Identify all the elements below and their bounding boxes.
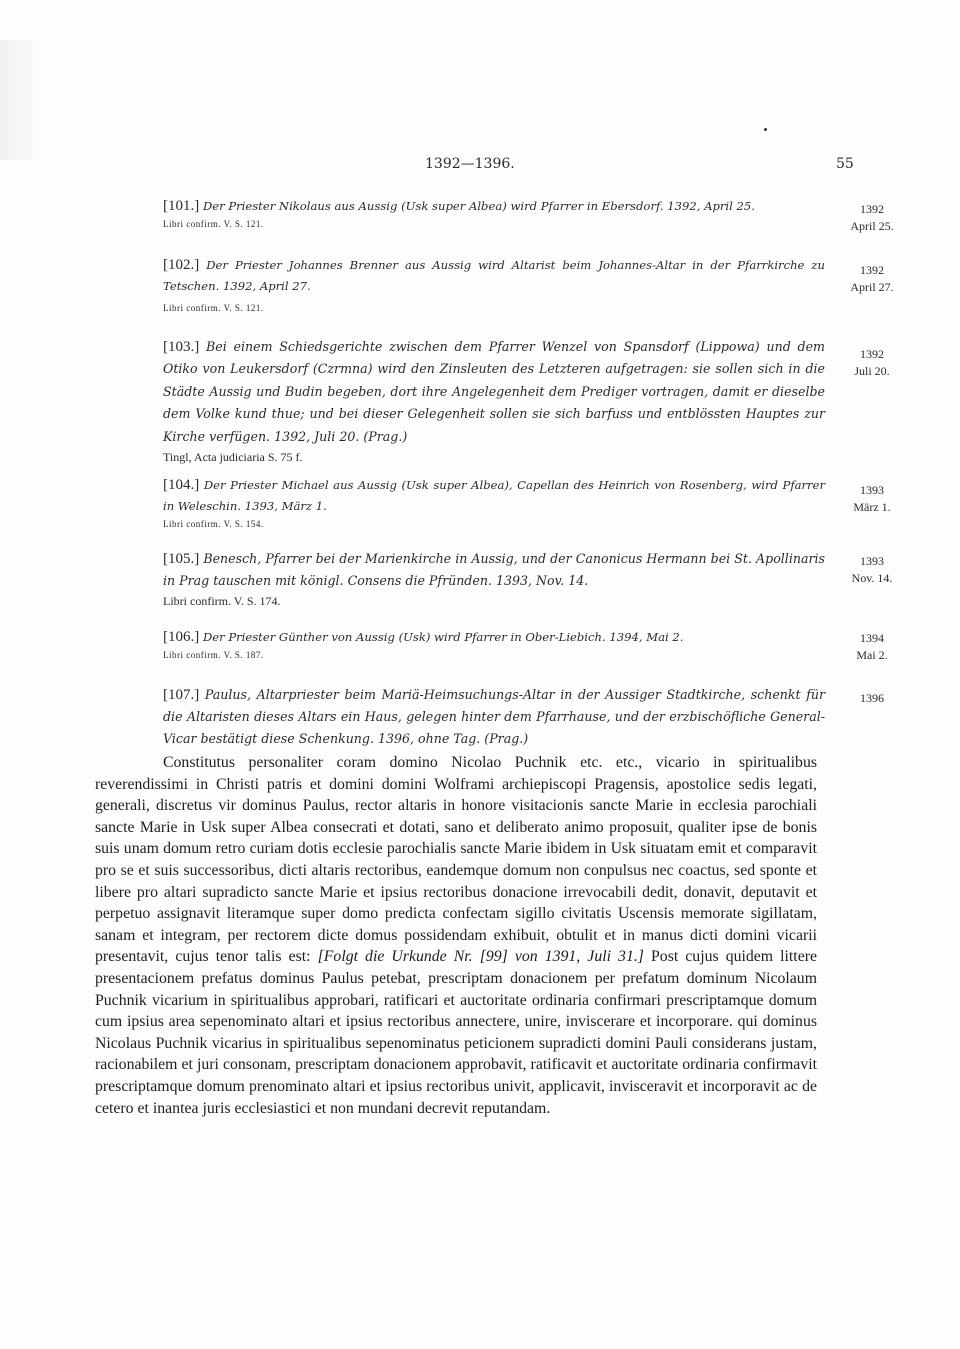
entry-source: Libri confirm. V. S. 174. bbox=[163, 594, 281, 608]
entry-summary: Bei einem Schiedsgerichte zwischen dem Pfarrer Wenzel von Spansdorf (Lippowa) und dem Otiko von Leukersdorf (Czrmna) wird den Zinsleuten des Letzteren aufgetragen: sie sollen sich in die Städte Aussig und Budin begeben, dort ihre Angelegenheit dem Prediger vortragen, damit er dieselbe dem Volke kund thue; und bei dieser Gelegenheit sollen sie sich barfuss und entblössten Hauptes zur Kirche verfügen. 1392, Juli 20. (Prag.) bbox=[163, 339, 825, 444]
entry-text bbox=[95, 548, 825, 592]
margin-date-101 bbox=[842, 201, 902, 235]
header-years: 1392—1396. bbox=[425, 156, 515, 172]
entry-number: [106.] bbox=[163, 629, 200, 645]
margin-year: 1392 bbox=[860, 202, 884, 216]
entry-number: [105.] bbox=[163, 551, 200, 567]
entry-text bbox=[95, 475, 825, 517]
margin-day: Juli 20. bbox=[854, 364, 890, 378]
entry-text bbox=[95, 336, 825, 448]
running-header bbox=[0, 156, 960, 180]
entry-number: [102.] bbox=[163, 257, 200, 273]
margin-day: April 27. bbox=[850, 280, 894, 294]
entry-number: [103.] bbox=[163, 339, 200, 355]
entry-103 bbox=[95, 336, 825, 465]
entry-summary: Der Priester Nikolaus aus Aussig (Usk super Albea) wird Pfarrer in Ebersdorf. 1392, April 25. bbox=[202, 199, 755, 213]
charter-part-1: Constitutus personaliter coram domino Nicolao Puchnik etc. etc., vicario in spiritualibus reverendissimi in Christi patris et domini domini Wolframi archiepiscopi Pragensis, apostolice sedis legati, generali, discretus vir dominus Paulus, rector altaris in honore visitacionis sancte Marie in ecclesia parochiali sancte Marie in Usk super Albea consecrati et dotati, sano et deliberato animo proposuit, qualiter ipse de bonis suis unam domum retro curiam dotis ecclesie parochialis sancte Marie ibidem in Usk situatam emit et comparavit pro se et suis successoribus, dicti altaris rectoribus, eandemque domum non conpulsus nec coactus, sed sponte et libere pro altari supradicto sancte Marie et ipsius rectoribus donacione irrevocabili dedit, donavit, deputavit et perpetuo assignavit literamque super domo predicta confectam sigillo civitatis Uscensis memorate sigillatam, sanam et integram, per rectorem dicte domus possidendam exhibuit, obtulit et in manus dicti domini vicarii presentavit, cujus tenor talis est: bbox=[95, 754, 817, 966]
margin-date-104 bbox=[842, 482, 902, 516]
margin-date-106 bbox=[842, 630, 902, 664]
margin-year: 1394 bbox=[860, 631, 884, 645]
entry-text bbox=[95, 255, 825, 297]
entry-summary: Benesch, Pfarrer bei der Marienkirche in Aussig, und der Canonicus Hermann bei St. Apollinaris in Prag tauschen mit königl. Consens die Pfründen. 1393, Nov. 14. bbox=[163, 551, 825, 588]
margin-day: Mai 2. bbox=[856, 648, 888, 662]
charter-paragraph bbox=[95, 752, 817, 1119]
margin-year: 1393 bbox=[860, 483, 884, 497]
entry-source: Libri confirm. V. S. 121. bbox=[163, 219, 264, 229]
charter-text bbox=[95, 752, 817, 1119]
entry-summary: Der Priester Günther von Aussig (Usk) wird Pfarrer in Ober-Liebich. 1394, Mai 2. bbox=[202, 630, 684, 644]
charter-part-2: Post cujus quidem littere presentacionem prefatus dominus Paulus petebat, prescriptam donacionem per prefatum dominum Nicolaum Puchnik vicarium in spiritualibus approbari, ratificari et auctoritate ordinaria confirmari prescriptamque domum cum ipsius area sepenominato altari et ipsius rectoribus annectere, unire, inviscerare et incorporare. qui dominus Nicolaus Puchnik vicarius in spiritualibus sepenominatus peticionem supradicti domini Pauli considerans justam, racionabilem et juri consonam, prescriptam donacionem approbavit, ratificavit et auctoritate ordinaria confirmavit prescriptamque domum prenominato altari et ipsius rectoribus univit, applicavit, invisceravit et incorporavit ac de cetero et inantea juris ecclesiastici et non mundani decrevit reputandam. bbox=[95, 948, 817, 1117]
entry-107 bbox=[95, 684, 825, 750]
ink-speck bbox=[764, 128, 767, 131]
margin-year: 1396 bbox=[860, 691, 884, 705]
margin-year: 1393 bbox=[860, 554, 884, 568]
margin-date-102 bbox=[842, 262, 902, 296]
entry-text bbox=[95, 196, 825, 217]
margin-year: 1392 bbox=[860, 263, 884, 277]
margin-year: 1392 bbox=[860, 347, 884, 361]
margin-date-103 bbox=[842, 346, 902, 380]
page-number: 55 bbox=[836, 156, 854, 172]
entry-number: [107.] bbox=[163, 687, 200, 703]
margin-day: April 25. bbox=[850, 219, 894, 233]
margin-day: Nov. 14. bbox=[851, 571, 893, 585]
entry-105 bbox=[95, 548, 825, 609]
margin-date-107 bbox=[842, 690, 902, 707]
entry-summary: Paulus, Altarpriester beim Mariä-Heimsuchungs-Altar in der Aussiger Stadtkirche, schenkt für die Altaristen dieses Altars ein Haus, gelegen hinter dem Pfarrhause, und der erzbischöfliche General-Vicar bestätigt diese Schenkung. 1396, ohne Tag. (Prag.) bbox=[163, 687, 825, 746]
entry-102 bbox=[95, 255, 825, 313]
entry-text bbox=[95, 684, 825, 750]
entry-source: Libri confirm. V. S. 154. bbox=[163, 519, 264, 529]
scan-shadow bbox=[0, 40, 44, 160]
entry-number: [104.] bbox=[163, 477, 200, 493]
entry-106 bbox=[95, 627, 825, 660]
entry-summary: Der Priester Johannes Brenner aus Aussig wird Altarist beim Johannes-Altar in der Pfarrkirche zu Tetschen. 1392, April 27. bbox=[163, 258, 825, 293]
charter-insert-note: [Folgt die Urkunde Nr. [99] von 1391, Juli 31.] bbox=[317, 948, 644, 966]
entry-summary: Der Priester Michael aus Aussig (Usk super Albea), Capellan des Heinrich von Rosenberg, wird Pfarrer in Weleschin. 1393, März 1. bbox=[163, 478, 826, 513]
entry-source: Libri confirm. V. S. 121. bbox=[163, 303, 264, 313]
entry-104 bbox=[95, 475, 825, 529]
margin-date-105 bbox=[842, 553, 902, 587]
entry-number: [101.] bbox=[163, 198, 200, 214]
entry-source: Libri confirm. V. S. 187. bbox=[163, 650, 264, 660]
margin-day: März 1. bbox=[853, 500, 891, 514]
entry-text bbox=[95, 627, 825, 648]
entry-101 bbox=[95, 196, 825, 229]
entry-source: Tingl, Acta judiciaria S. 75 f. bbox=[163, 450, 303, 465]
